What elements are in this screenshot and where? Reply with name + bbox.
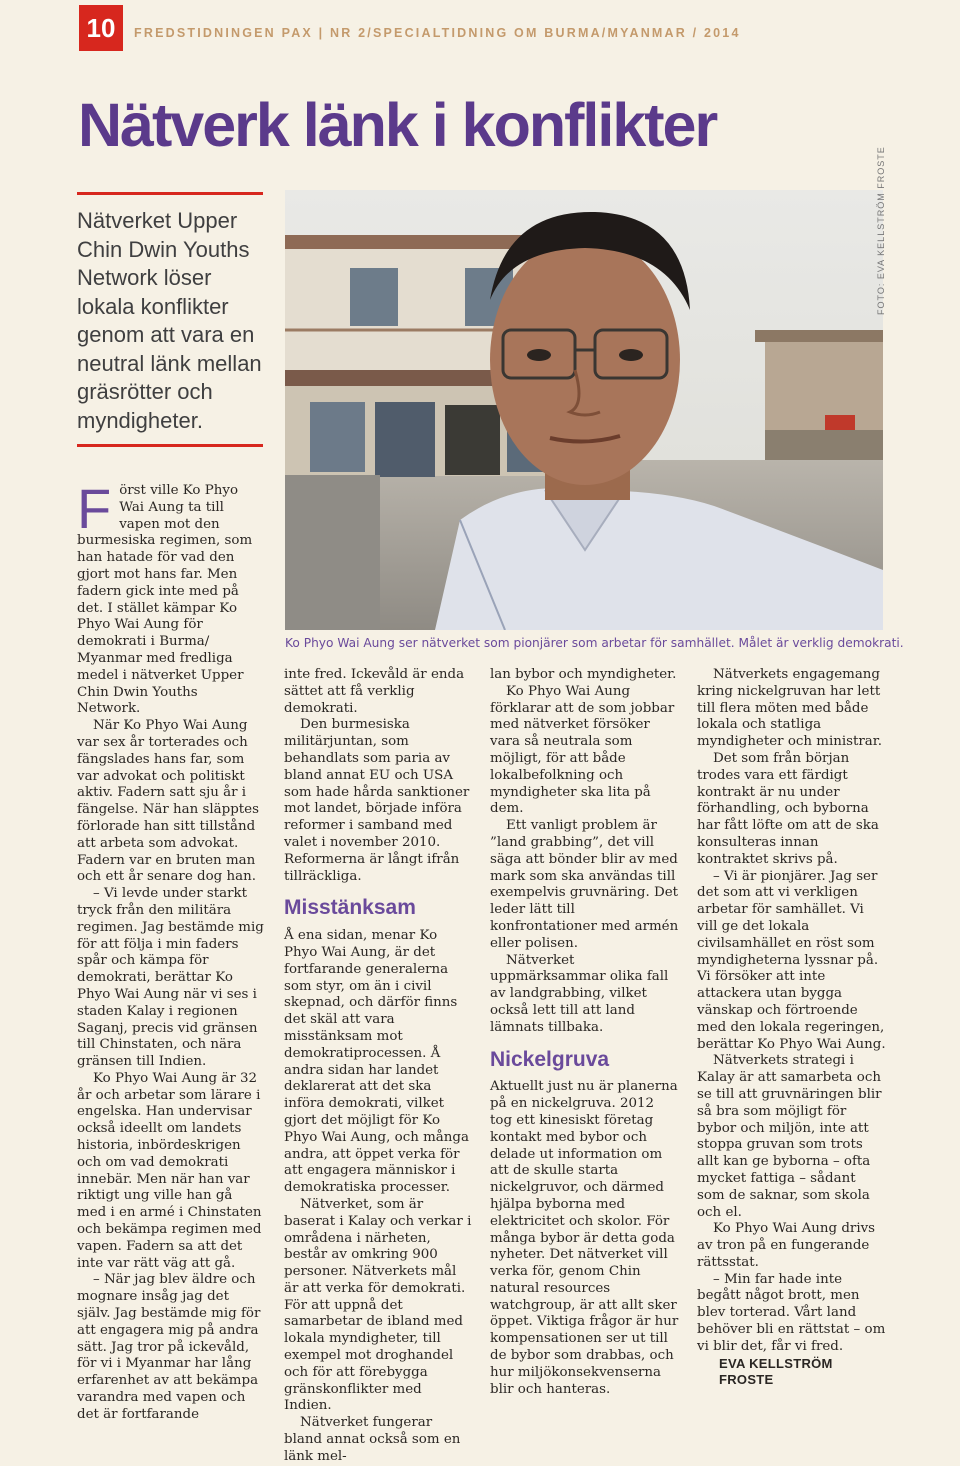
column-3 (490, 667, 680, 1398)
paragraph: Den burmesiska militärjuntan, som behandlats som paria av bland annat EU och USA som hade hårda sanktioner mot landet, började införa reformer i samband med valet i november 2010. Reformerna är långt ifrån tillräckliga. (284, 717, 470, 884)
paragraph: Nätverket fungerar bland annat också som en länk mel- (284, 1415, 461, 1464)
column-1 (77, 477, 265, 1424)
paragraph: Ett vanligt problem är ”land grabbing”, det vill säga att bönder blir av med mark som ska användas till exempelvis gruvnäring. Det leder lätt till konfrontationer med armén eller polisen. (490, 818, 679, 951)
paragraph: – När jag blev äldre och mognare insåg jag det själv. Jag bestämde mig för att engagera mig på andra sätt. Jag tror på ickevåld, för vi i Myanmar har lång erfarenhet av att bekämpa varandra med vapen och det är fortfarande (77, 1272, 261, 1422)
paragraph: – Vi levde under starkt tryck från den militära regimen. Jag bestämde mig för att följa i min faders spår och kämpa för demokrati, berättar Ko Phyo Wai Aung när vi ses i staden Kalay i regionen Saganj, precis vid gränsen till Chinstaten, och nära gränsen till Indien. (77, 886, 264, 1070)
paragraph: Nätverket uppmärksammar olika fall av landgrabbing, vilket också lett till att land lämnats tillbaka. (490, 952, 669, 1035)
portrait-photo-illustration (285, 190, 883, 630)
paragraph: När Ko Phyo Wai Aung var sex år torterades och fängslades hans far, som var advokat och politiskt aktiv. Fadern satt sju år i fängelse. När han släpptes förlorade han sitt tillstånd att arbeta som advokat. Fadern var en bruten man och ett år senare dog han. (77, 718, 259, 885)
column-2 (284, 667, 472, 1466)
subheading-nickelgruva: Nickelgruva (490, 1047, 610, 1071)
subheading-misstanksam: Misstänksam (284, 896, 416, 920)
photo-caption: Ko Phyo Wai Aung ser nätverket som pionjärer som arbetar för samhället. Målet är verklig demokrati. (285, 636, 904, 650)
article-intro: Nätverket Upper Chin Dwin Youths Network löser lokala konflikter genom att vara en neutral länk mellan gräsrötter och myndigheter. (77, 208, 262, 433)
author-byline: EVA KELLSTRÖM FROSTE (719, 1355, 833, 1388)
paragraph: Nätverkets strategi i Kalay är att samarbeta och se till att gruvnäringen blir så bra som möjligt för bybor och miljön, inte att stoppa gruvan som trots allt kan ge byborna – ofta mycket fattiga – sådant som de saknar, som skola och el. (697, 1053, 882, 1220)
photo-credit: FOTO: EVA KELLSTRÖM FROSTE (876, 146, 886, 315)
paragraph: Ko Phyo Wai Aung drivs av tron på en fungerande rättsstat. (697, 1221, 876, 1270)
paragraph: – Vi är pionjärer. Jag ser det som att vi verkligen arbetar för samhället. Vi vill ge det lokala civilsamhället en röst som myndigheterna lyssnar på. Vi försöker att inte attackera utan bygga vänskap och förtroende med den lokala regeringen, berättar Ko Phyo Wai Aung. (697, 868, 886, 1052)
article-photo (285, 190, 883, 630)
paragraph: Ko Phyo Wai Aung förklarar att de som jobbar med nätverket försöker vara så neutrala som möjligt, för att både lokalbefolkning och myndigheter ska lita på dem. (490, 683, 675, 817)
paragraph: Nätverket, som är baserat i Kalay och verkar i områdena i närheten, består av omkring 900 personer. Nätverkets mål är att verka för demokrati. För att uppnå det samarbetar de ibland med lokala myndigheter, till exempel mot droghandel och för att förebygga gränskonflikter med Indien. (284, 1196, 472, 1414)
paragraph: inte fred. Ickevåld är enda sättet att få verklig demokrati. (284, 667, 465, 716)
paragraph: Nätverkets engagemang kring nickelgruvan har lett till flera möten med både lokala och statliga myndigheter och ministrar. (697, 667, 882, 750)
paragraph: Å ena sidan, menar Ko Phyo Wai Aung, är det fortfarande generalerna som styr, om än i civil skepnad, och därför finns det skäl att vara misstänksam mot demokratiprocessen. Å andra sidan har landet deklarerat att det ska införa demokrati, vilket gjort det möjligt för Ko Phyo Wai Aung, och många andra, att öppet verka för att engagera människor i demokratiska processer. (284, 928, 469, 1196)
paragraph: Ko Phyo Wai Aung är 32 år och arbetar som lärare i engelska. Han undervisar också ideellt om landets historia, inbördeskrigen och om vad demokrati innebär. Men när han var riktigt ung ville han gå med i en armé i Chinstaten och bekämpa regimen med vapen. Fadern sa att det inte var rätt väg att gå. (77, 1070, 262, 1271)
intro-bottom-rule (77, 444, 263, 447)
page-number: 10 (79, 5, 123, 51)
paragraph: – Min far hade inte begått något brott, men blev torterad. Vårt land behöver bli en rättstat – om vi blir det, får vi fred. (697, 1271, 886, 1354)
paragraph: lan bybor och myndigheter. (490, 667, 677, 682)
paragraph: örst ville Ko Phyo Wai Aung ta till vapen mot den burmesiska regimen, som han hatade för vad den gjort mot hans far. Men fadern gick inte med på det. I stället kämpar Ko Phyo Wai Aung för demokrati i Burma/ Myanmar med fredliga medel i nätverket Upper Chin Dwin Youths Network. (77, 483, 253, 717)
article-headline: Nätverk länk i konflikter (78, 91, 717, 159)
running-head: FREDSTIDNINGEN PAX | NR 2/SPECIALTIDNING OM BURMA/MYANMAR / 2014 (134, 26, 741, 40)
column-4 (697, 667, 887, 1389)
drop-cap: F (77, 477, 112, 540)
paragraph: Aktuellt just nu är planerna på en nickelgruva. 2012 tog ett kinesiskt företag kontakt med bybor och delade ut information om att de skulle starta nickelgruvor, och därmed hjälpa byborna med elektricitet och skolor. För många bybor är detta goda nyheter. Det nätverket vill verka för, genom Chin natural resources watchgroup, är att allt sker öppet. Viktiga frågor är hur kompensationen ser ut till de bybor som drabbas, och hur miljökonsekvenserna blir och hanteras. (490, 1079, 679, 1397)
paragraph: Det som från början trodes vara ett färdigt kontrakt är nu under förhandling, och byborna har fått löfte om att de ska konsulteras innan kontraktet skrivs på. (697, 750, 879, 867)
intro-top-rule (77, 192, 263, 195)
